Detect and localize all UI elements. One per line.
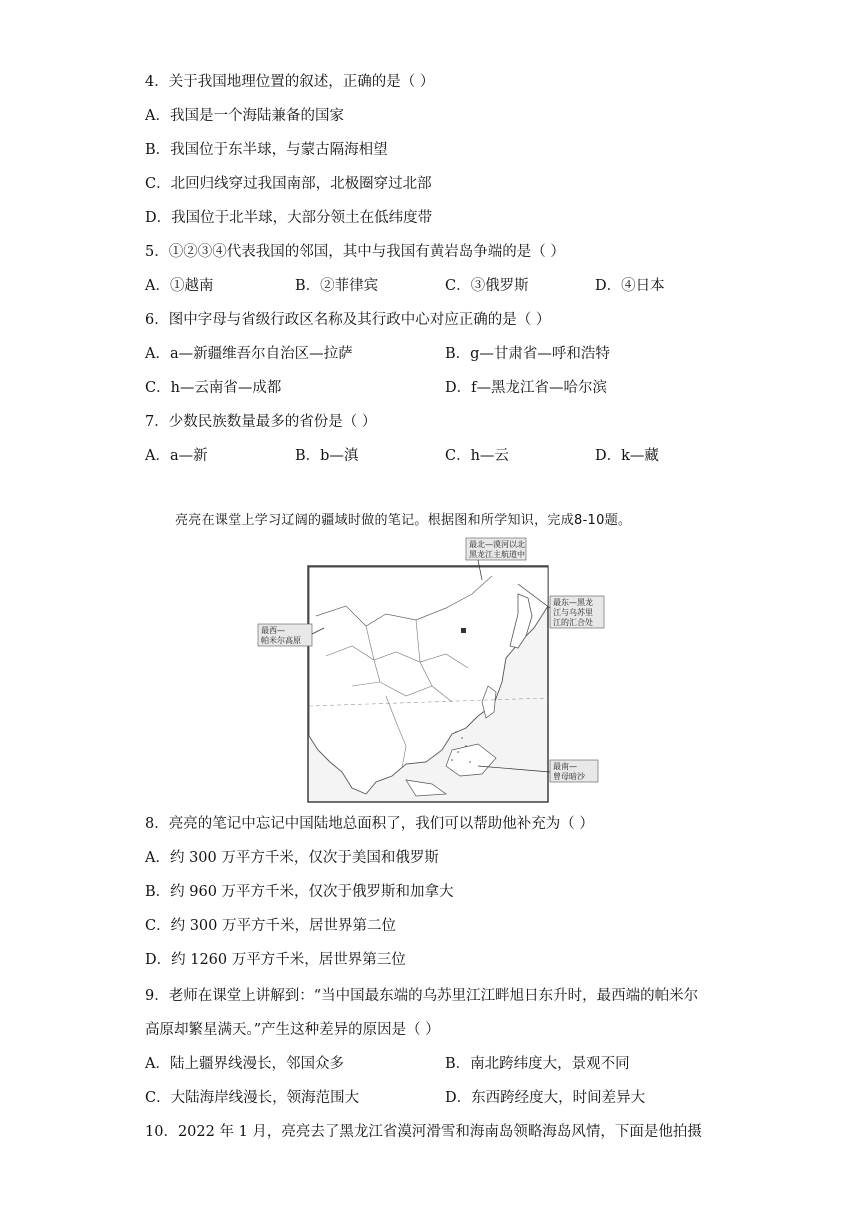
east-callout-line3: 江的汇合处 <box>553 618 593 627</box>
q8-option-b: B．约 960 万平方千米，仅次于俄罗斯和加拿大 <box>145 884 454 900</box>
q10-stem: 10．2022 年 1 月，亮亮去了黑龙江省漠河滑雪和海南岛领略海岛风情，下面是他拍摄 <box>145 1124 702 1140</box>
q9-option-d: D．东西跨经度大，时间差异大 <box>445 1090 646 1106</box>
q5-stem: 5．①②③④代表我国的邻国，其中与我国有黄岩岛争端的是（ ） <box>145 244 565 260</box>
q9-option-a: A．陆上疆界线漫长，邻国众多 <box>145 1056 344 1072</box>
q5-option-a: A．①越南 <box>145 278 214 294</box>
q6-option-c: C．h—云南省—成都 <box>145 380 282 396</box>
east-callout-line1: 最东—黑龙 <box>553 598 593 607</box>
q4-stem: 4．关于我国地理位置的叙述，正确的是（ ） <box>145 74 435 90</box>
q7-option-a: A．a—新 <box>145 448 208 464</box>
south-callout-line1: 最南— <box>553 762 577 771</box>
q8-option-d: D．约 1260 万平方千米，居世界第三位 <box>145 952 406 968</box>
china-territory-map <box>256 536 616 808</box>
section-intro: 亮亮在课堂上学习辽阔的疆域时做的笔记。根据图和所学知识，完成8-10题。 <box>175 513 632 528</box>
q8-option-a: A．约 300 万平方千米，仅次于美国和俄罗斯 <box>145 850 439 866</box>
south-callout-line2: 曾母暗沙 <box>553 772 585 781</box>
q4-option-a: A．我国是一个海陆兼备的国家 <box>145 108 344 124</box>
q4-option-b: B．我国位于东半球，与蒙古隔海相望 <box>145 142 388 158</box>
q5-option-b: B．②菲律宾 <box>295 278 379 294</box>
q6-option-d: D．f—黑龙江省—哈尔滨 <box>445 380 607 396</box>
q7-option-b: B．b—滇 <box>295 448 359 464</box>
q6-option-b: B．g—甘肃省—呼和浩特 <box>445 346 610 362</box>
q9-stem-line1: 9．老师在课堂上讲解到：“当中国最东端的乌苏里江江畔旭日东升时，最西端的帕米尔 <box>145 988 699 1004</box>
q9-stem-line2: 高原却繁星满天。”产生这种差异的原因是（ ） <box>145 1022 440 1038</box>
q8-stem: 8．亮亮的笔记中忘记中国陆地总面积了，我们可以帮助他补充为（ ） <box>145 816 594 832</box>
q6-stem: 6．图中字母与省级行政区名称及其行政中心对应正确的是（ ） <box>145 312 551 328</box>
q6-option-a: A．a—新疆维吾尔自治区—拉萨 <box>145 346 353 362</box>
capital-marker <box>461 628 466 633</box>
q7-option-c: C．h—云 <box>445 448 509 464</box>
east-callout-line2: 江与乌苏里 <box>553 608 593 617</box>
north-callout-line2: 黑龙江主航道中 <box>469 550 525 559</box>
q4-option-d: D．我国位于北半球，大部分领土在低纬度带 <box>145 210 433 226</box>
west-callout-line2: 帕米尔高原 <box>261 636 301 645</box>
q7-stem: 7．少数民族数量最多的省份是（ ） <box>145 414 377 430</box>
q4-option-c: C．北回归线穿过我国南部，北极圈穿过北部 <box>145 176 432 192</box>
q8-option-c: C．约 300 万平方千米，居世界第二位 <box>145 918 396 934</box>
q9-option-b: B．南北跨纬度大，景观不同 <box>445 1056 630 1072</box>
q7-option-d: D．k—藏 <box>595 448 659 464</box>
west-callout-line1: 最西— <box>261 626 285 635</box>
north-callout-line1: 最北—漠河以北 <box>469 540 525 549</box>
q5-option-c: C．③俄罗斯 <box>445 278 529 294</box>
q9-option-c: C．大陆海岸线漫长，领海范围大 <box>145 1090 360 1106</box>
q5-option-d: D．④日本 <box>595 278 665 294</box>
